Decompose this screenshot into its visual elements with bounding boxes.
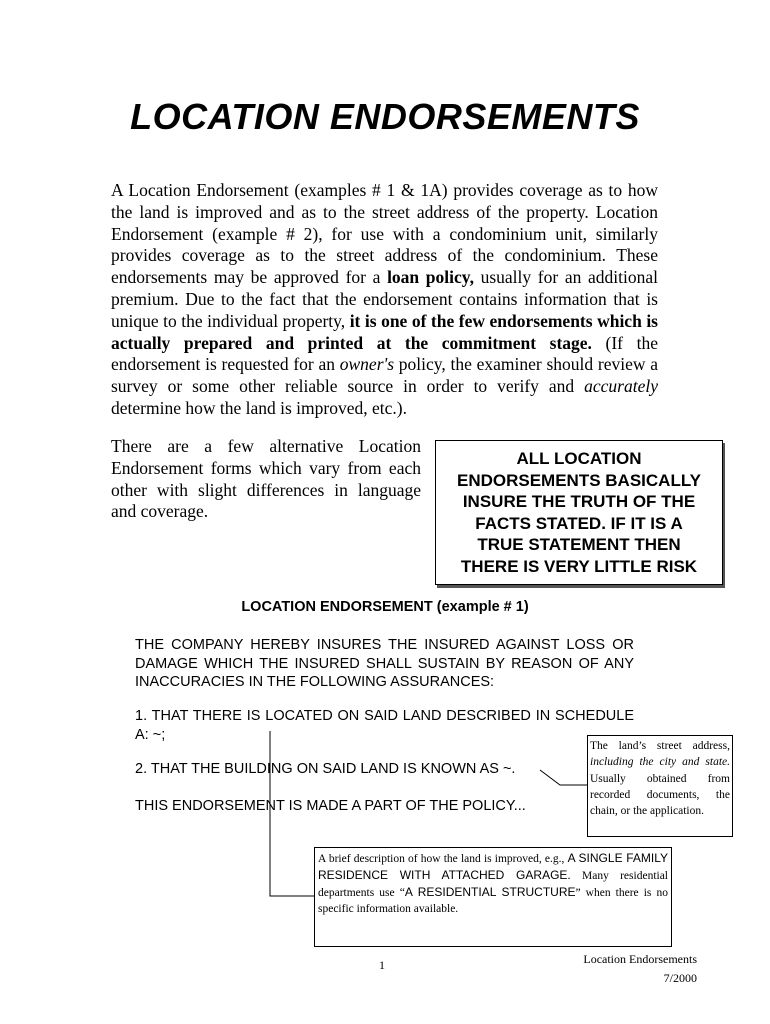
example-heading: LOCATION ENDORSEMENT (example # 1): [241, 599, 529, 615]
callout-line: FACTS STATED. IF IT IS A: [475, 513, 683, 533]
callout-line: TRUE STATEMENT THEN: [477, 535, 681, 554]
improvement-description-note: [314, 847, 672, 947]
intro-text: usually for an additional premium. Due to the fact that the endorsement contains information that is unique to the individual property,: [111, 267, 659, 331]
intro-text: A Location Endorsement (examples # 1 & 1A) provides coverage as to how the land is improved and as to the street address of the property. Location Endorsement (example # 2), for use with a condominium unit, similarly provides coverage as to the street address of the condominium. These endorsements may be approved for a: [111, 180, 658, 288]
connector-line-address: [540, 770, 587, 785]
page-footer: [540, 950, 697, 988]
connector-line-description: [270, 731, 314, 896]
note-example-caps: A SINGLE FAMILY RESIDENCE WITH ATTACHED GARAGE.: [318, 851, 668, 882]
page-number: 1: [379, 958, 385, 972]
insuring-clause: THE COMPANY HEREBY INSURES THE INSURED AGAINST LOSS OR DAMAGE WHICH THE INSURED SHALL SUSTAIN BY REASON OF ANY INACCURACIES IN THE FOLLOWING ASSURANCES:: [135, 637, 634, 690]
intro-bold-loan-policy: loan policy,: [387, 267, 474, 288]
callout-line: ENDORSEMENTS BASICALLY: [456, 470, 701, 490]
intro-text: policy, the examiner should review a survey or some other reliable source in order to verify and: [111, 354, 659, 397]
callout-line: THERE IS VERY LITTLE RISK: [460, 556, 698, 576]
note-italic-text: including the city and state.: [590, 756, 730, 769]
note-text: Usually obtained from recorded documents, the chain, or the application.: [590, 772, 730, 818]
intro-italic-owners: owner's: [339, 354, 395, 375]
assurance-clause-2: 2. THAT THE BUILDING ON SAID LAND IS KNOWN AS ~.: [135, 761, 516, 777]
intro-bold-commitment: it is one of the few endorsements which is actually prepared and printed at the commitment stage.: [111, 310, 658, 353]
callout-line: INSURE THE TRUTH OF THE: [462, 492, 696, 511]
note-text: ” when there is no specific information available.: [318, 887, 668, 915]
assurance-clause-1: 1. THAT THERE IS LOCATED ON SAID LAND DESCRIBED IN SCHEDULE A: ~;: [135, 708, 634, 743]
note-text: A brief description of how the land is improved, e.g.,: [318, 853, 568, 865]
intro-text: (If the endorsement is requested for an: [111, 332, 658, 375]
footer-title: Location Endorsements: [583, 952, 697, 966]
callout-line: ALL LOCATION: [516, 449, 642, 468]
page-title: LOCATION ENDORSEMENTS: [130, 96, 640, 137]
intro-text: determine how the land is improved, etc.).: [111, 397, 407, 418]
endorsement-part-clause: THIS ENDORSEMENT IS MADE A PART OF THE POLICY...: [135, 798, 526, 814]
note-example-caps: A RESIDENTIAL STRUCTURE: [404, 885, 576, 899]
note-text: Many residential departments use “: [318, 870, 669, 899]
note-text: The land’s street address,: [590, 740, 730, 752]
street-address-note: [587, 735, 733, 837]
alternative-forms-paragraph: There are a few alternative Location Endorsement forms which vary from each other with slight differences in language and coverage.: [111, 436, 421, 522]
footer-date: 7/2000: [663, 971, 697, 985]
intro-italic-accurately: accurately: [584, 376, 658, 397]
